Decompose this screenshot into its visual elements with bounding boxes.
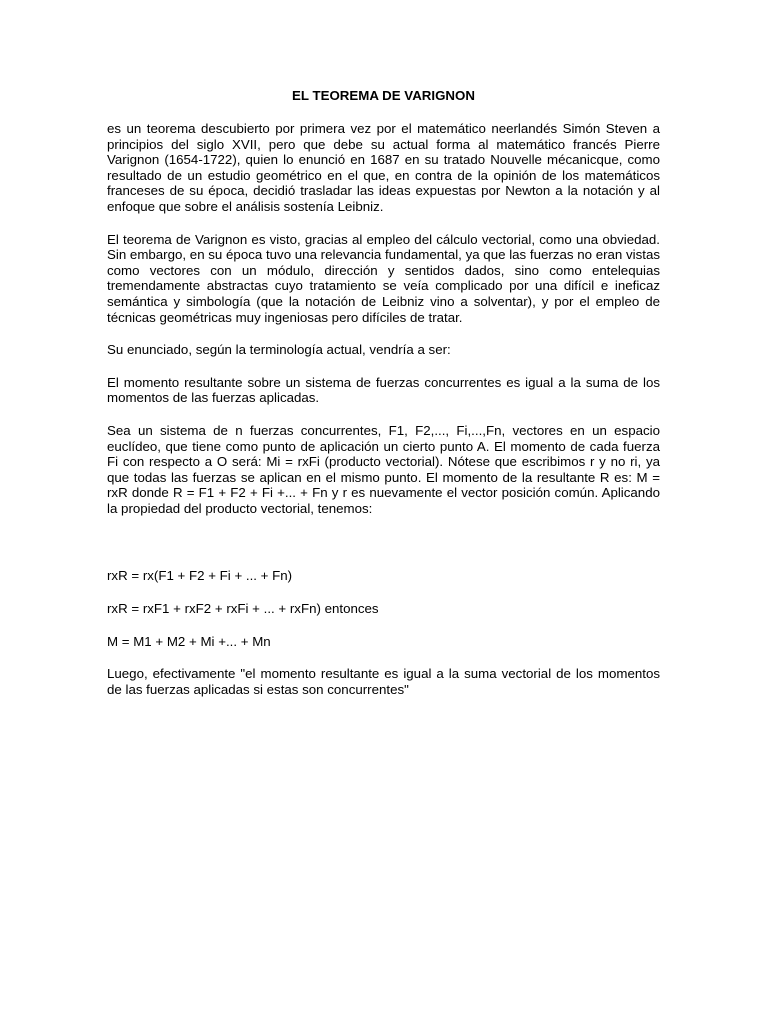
- document-body: [107, 88, 660, 714]
- equation-3: M = M1 + M2 + Mi +... + Mn: [107, 633, 271, 649]
- paragraph-conclusion: Luego, efectivamente "el momento resultante es igual a la suma vectorial de los momentos de las fuerzas aplicadas si estas son concurrentes": [107, 666, 660, 697]
- equation-2: rxR = rxF1 + rxF2 + rxFi + ... + rxFn) entonces: [107, 601, 379, 617]
- paragraph-theorem-statement: El momento resultante sobre un sistema de fuerzas concurrentes es igual a la suma de los momentos de las fuerzas aplicadas.: [107, 374, 660, 406]
- paragraph-proof-setup: Sea un sistema de n fuerzas concurrentes, F1, F2,..., Fi,...,Fn, vectores en un espacio euclídeo, que tiene como punto de aplicación un cierto punto A. El momento de cada fuerza Fi con respecto a O será: Mi = rxFi (producto vectorial). Nótese que escribimos r y no ri, ya que todas las fuerzas se aplican en el mismo punto. El momento de la resultante R es: M = rxR donde R = F1 + F2 + Fi +... + Fn y r es nuevamente el vector posición común. Aplicando la propiedad del producto vectorial, tenemos:: [107, 422, 660, 516]
- paragraph-introduction: es un teorema descubierto por primera vez por el matemático neerlandés Simón Steven a principios del siglo XVII, pero que debe su actual forma al matemático francés Pierre Varignon (1654-1722), quien lo enunció en 1687 en su tratado Nouvelle mécanicque, como resultado de un estudio geométrico en el que, en contra de la opinión de los matemáticos franceses de su época, decidió trasladar las ideas expuestas por Newton a la notación y al enfoque que sobre el análisis sostenía Leibniz.: [107, 121, 660, 214]
- blank-spacer: [107, 533, 660, 568]
- document-title: EL TEOREMA DE VARIGNON: [292, 88, 475, 103]
- paragraph-statement-intro: Su enunciado, según la terminología actual, vendría a ser:: [107, 342, 451, 358]
- paragraph-context: El teorema de Varignon es visto, gracias al empleo del cálculo vectorial, como una obviedad. Sin embargo, en su época tuvo una relevancia fundamental, ya que las fuerzas no eran vistas como vectores con un módulo, dirección y sentidos dados, sino como entelequias tremendamente abstractas cuyo tratamiento se veía complicado por una difícil e ineficaz semántica y simbología (que la notación de Leibniz vino a solventar), y por el empleo de técnicas geométricas muy ingeniosas pero difíciles de tratar.: [107, 231, 660, 325]
- equation-1: rxR = rx(F1 + F2 + Fi + ... + Fn): [107, 568, 293, 584]
